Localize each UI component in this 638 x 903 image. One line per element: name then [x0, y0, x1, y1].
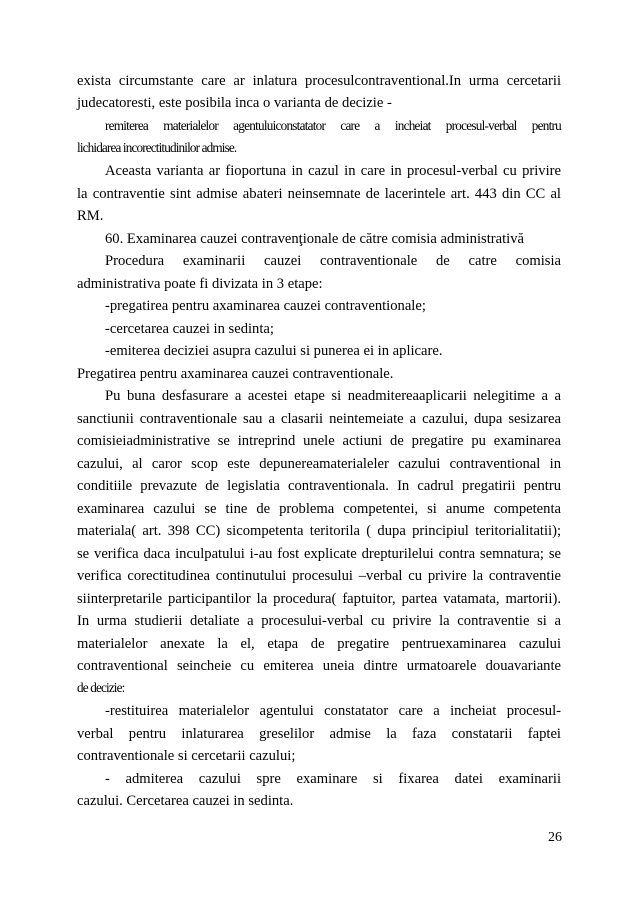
text-line: lichidarea incorectitudinilor admise. — [77, 140, 237, 155]
text-line: materiala( art. 398 CC) sicompetenta teritorila ( dupa principiul teritorialitatii); — [77, 523, 561, 539]
text-line: de decizie: — [77, 680, 125, 695]
text-line: administrativa poate fi divizata in 3 etape: — [77, 276, 323, 292]
section-heading: 60. Examinarea cauzei contravenţionale de către comisia administrativă — [105, 231, 524, 247]
text-line: se verifica daca inculpatului i-au fost explicate drepturilelui contra semnatura; se — [77, 546, 561, 562]
text-line: conditiile prevazute de legislatia contraventionala. In cadrul pregatirii pentru — [77, 478, 561, 494]
text-line: exista circumstante care ar inlatura procesulcontraventional.In urma cercetarii — [77, 73, 561, 89]
text-line: RM. — [77, 208, 104, 224]
text-line: contraventionale si cercetarii cazului; — [77, 748, 296, 764]
text-line: remiterea materialelor agentuluiconstatator care a incheiat procesul-verbal pentru — [105, 118, 561, 133]
text-line: verifica corectitudinea continutului procesului –verbal cu privire la contraventie — [77, 568, 561, 584]
text-line: cazului. Cercetarea cauzei in sedinta. — [77, 793, 294, 809]
list-item: -cercetarea cauzei in sedinta; — [105, 321, 274, 337]
list-item: - admiterea cazului spre examinare si fixarea datei examinarii — [105, 771, 561, 787]
text-line: In urma studierii detaliate a procesului-verbal cu privire la contraventie si a — [77, 613, 561, 629]
text-line: Procedura examinarii cauzei contraventionale de catre comisia — [105, 253, 561, 269]
text-line: siinterpretarile participantilor la procedura( faptuitor, partea vatamata, martorii). — [77, 591, 561, 607]
text-line: verbal pentru inlaturarea greselilor admise la faza constatarii faptei — [77, 726, 561, 742]
list-item: -pregatirea pentru axaminarea cauzei contraventionale; — [105, 298, 426, 314]
text-line: examinarea cazului se tine de problema competentei, si anume competenta — [77, 501, 561, 517]
text-line: contraventional seincheie cu emiterea uneia dintre urmatoarele douavariante — [77, 658, 561, 674]
text-line: judecatoresti, este posibila inca o varianta de decizie - — [77, 95, 392, 111]
list-item: -emiterea deciziei asupra cazului si punerea ei in aplicare. — [105, 343, 443, 359]
text-line: Pu buna desfasurare a acestei etape si neadmitereaaplicarii nelegitime a a — [105, 388, 561, 404]
text-line: comisieiadministrative se intreprind unele actiuni de pregatire pu examinarea — [77, 433, 561, 449]
subheading: Pregatirea pentru axaminarea cauzei contraventionale. — [77, 366, 394, 382]
text-line: sanctiunii contraventionale sau a clasarii neintemeiate a cazului, dupa sesizarea — [77, 411, 561, 427]
text-line: Aceasta varianta ar fioportuna in cazul in care in procesul-verbal cu privire — [105, 163, 561, 179]
text-line: materialelor anexate la el, etapa de pregatire pentruexaminarea cazului — [77, 636, 561, 652]
page-number: 26 — [548, 830, 562, 845]
text-line: la contraventie sint admise abateri neinsemnate de lacerintele art. 443 din CC al — [77, 186, 561, 202]
list-item: -restituirea materialelor agentului constatator care a incheiat procesul- — [105, 703, 561, 719]
text-line: cazului, al caror scop este depunereamaterialeler cazului contraventional in — [77, 456, 561, 472]
